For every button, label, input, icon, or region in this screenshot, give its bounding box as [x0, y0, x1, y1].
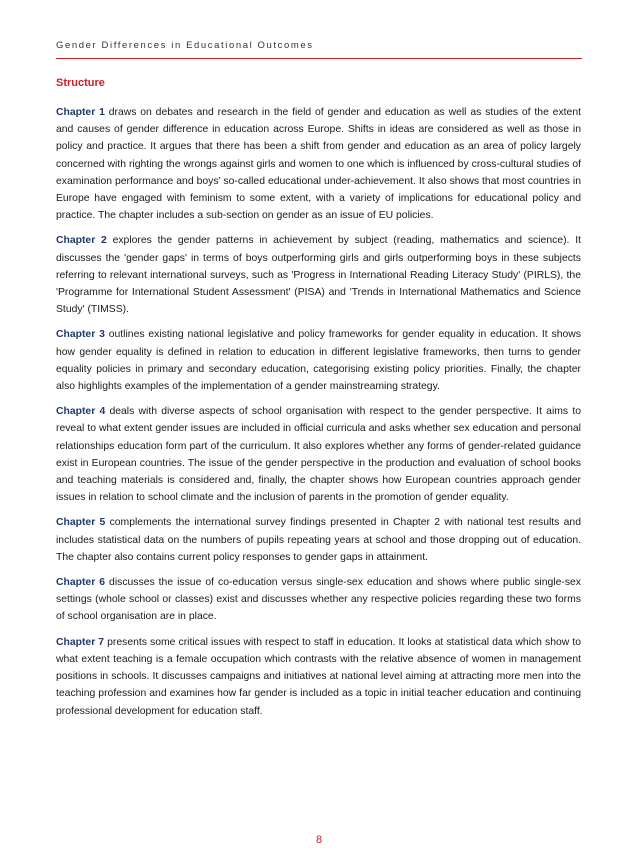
paragraph-chapter-2	[56, 232, 581, 318]
paragraph-chapter-5	[56, 514, 581, 566]
section-title: Structure	[56, 77, 105, 89]
paragraph-text: draws on debates and research in the field of gender and education as well as studies of the extent and causes of gender difference in education across Europe. Shifts in ideas are considered as well as those in policy and practice. It argues that there has been a shift from gender and education as an area of policy largely concerned with righting the wrongs against girls and women to one which is influenced by cross-cultural studies of examination performance and boys’ so-called educational under-achievement. It also shows that most countries in Europe have engaged with feminism to some extent, with a variety of implications for educational policy and practice. The chapter includes a sub-section on gender as an issue of EU policies.	[56, 107, 581, 222]
paragraph-text: deals with diverse aspects of school organisation with respect to the gender perspective. It aims to reveal to what extent gender issues are included in official curricula and asks whether sex education and personal relationships education form part of the curriculum. It also explores whether any forms of gender-related guidance exist in European countries. The issue of the gender perspective in the production and evaluation of school books and teaching materials is considered and, finally, the chapter shows how European countries approach gender issues in relation to school climate and the inclusion of parents in the promotion of gender equality.	[56, 406, 581, 504]
paragraph-text: explores the gender patterns in achievement by subject (reading, mathematics and science). It discusses the 'gender gaps' in terms of boys outperforming girls and girls outperforming boys in these subjects referring to relevant international surveys, such as 'Progress in International Reading Literacy Study' (PIRLS), the 'Programme for International Student Assessment' (PISA) and 'Trends in International Mathematics and Science Study' (TIMSS).	[56, 235, 581, 316]
paragraph-text: complements the international survey findings presented in Chapter 2 with national test results and includes statistical data on the numbers of pupils repeating years at school and those dropping out of education. The chapter also contains current policy responses to gender gaps in attainment.	[56, 517, 581, 563]
paragraph-chapter-4	[56, 403, 581, 506]
paragraph-text: outlines existing national legislative and policy frameworks for gender equality in education. It shows how gender equality is defined in relation to education in different legislative frameworks, then turns to gender equality policies in primary and secondary education, categorising existing policy priorities. Finally, the chapter also highlights examples of the implementation of a gender mainstreaming strategy.	[56, 329, 581, 393]
paragraph-text: presents some critical issues with respect to staff in education. It looks at statistical data which show to what extent teaching is a female occupation which contrasts with the relative absence of women in management positions in schools. It discusses campaigns and initiatives at national level aiming at attracting more men into the teaching profession and examines how far gender is included as a topic in initial teacher education and continuing professional development for education staff.	[56, 636, 581, 717]
chapter-label: Chapter 3	[56, 329, 105, 341]
paragraph-chapter-3	[56, 326, 581, 395]
header-divider	[56, 58, 582, 59]
running-header: Gender Differences in Educational Outcomes	[56, 40, 314, 51]
page-number: 8	[315, 834, 323, 846]
chapter-label: Chapter 6	[56, 577, 106, 589]
paragraph-chapter-7	[56, 634, 581, 720]
paragraph-chapter-6	[56, 574, 581, 626]
chapter-label: Chapter 1	[56, 107, 105, 118]
chapter-label: Chapter 7	[56, 636, 105, 648]
body-text	[56, 104, 581, 728]
chapter-label: Chapter 2	[56, 235, 107, 247]
paragraph-chapter-1	[56, 104, 581, 224]
chapter-label: Chapter 5	[56, 517, 106, 529]
paragraph-text: discusses the issue of co-education versus single-sex education and shows where public single-sex settings (whole school or classes) exist and discusses whether any respective policies regarding these two forms of school organisation are in place.	[56, 577, 581, 623]
chapter-label: Chapter 4	[56, 406, 106, 418]
